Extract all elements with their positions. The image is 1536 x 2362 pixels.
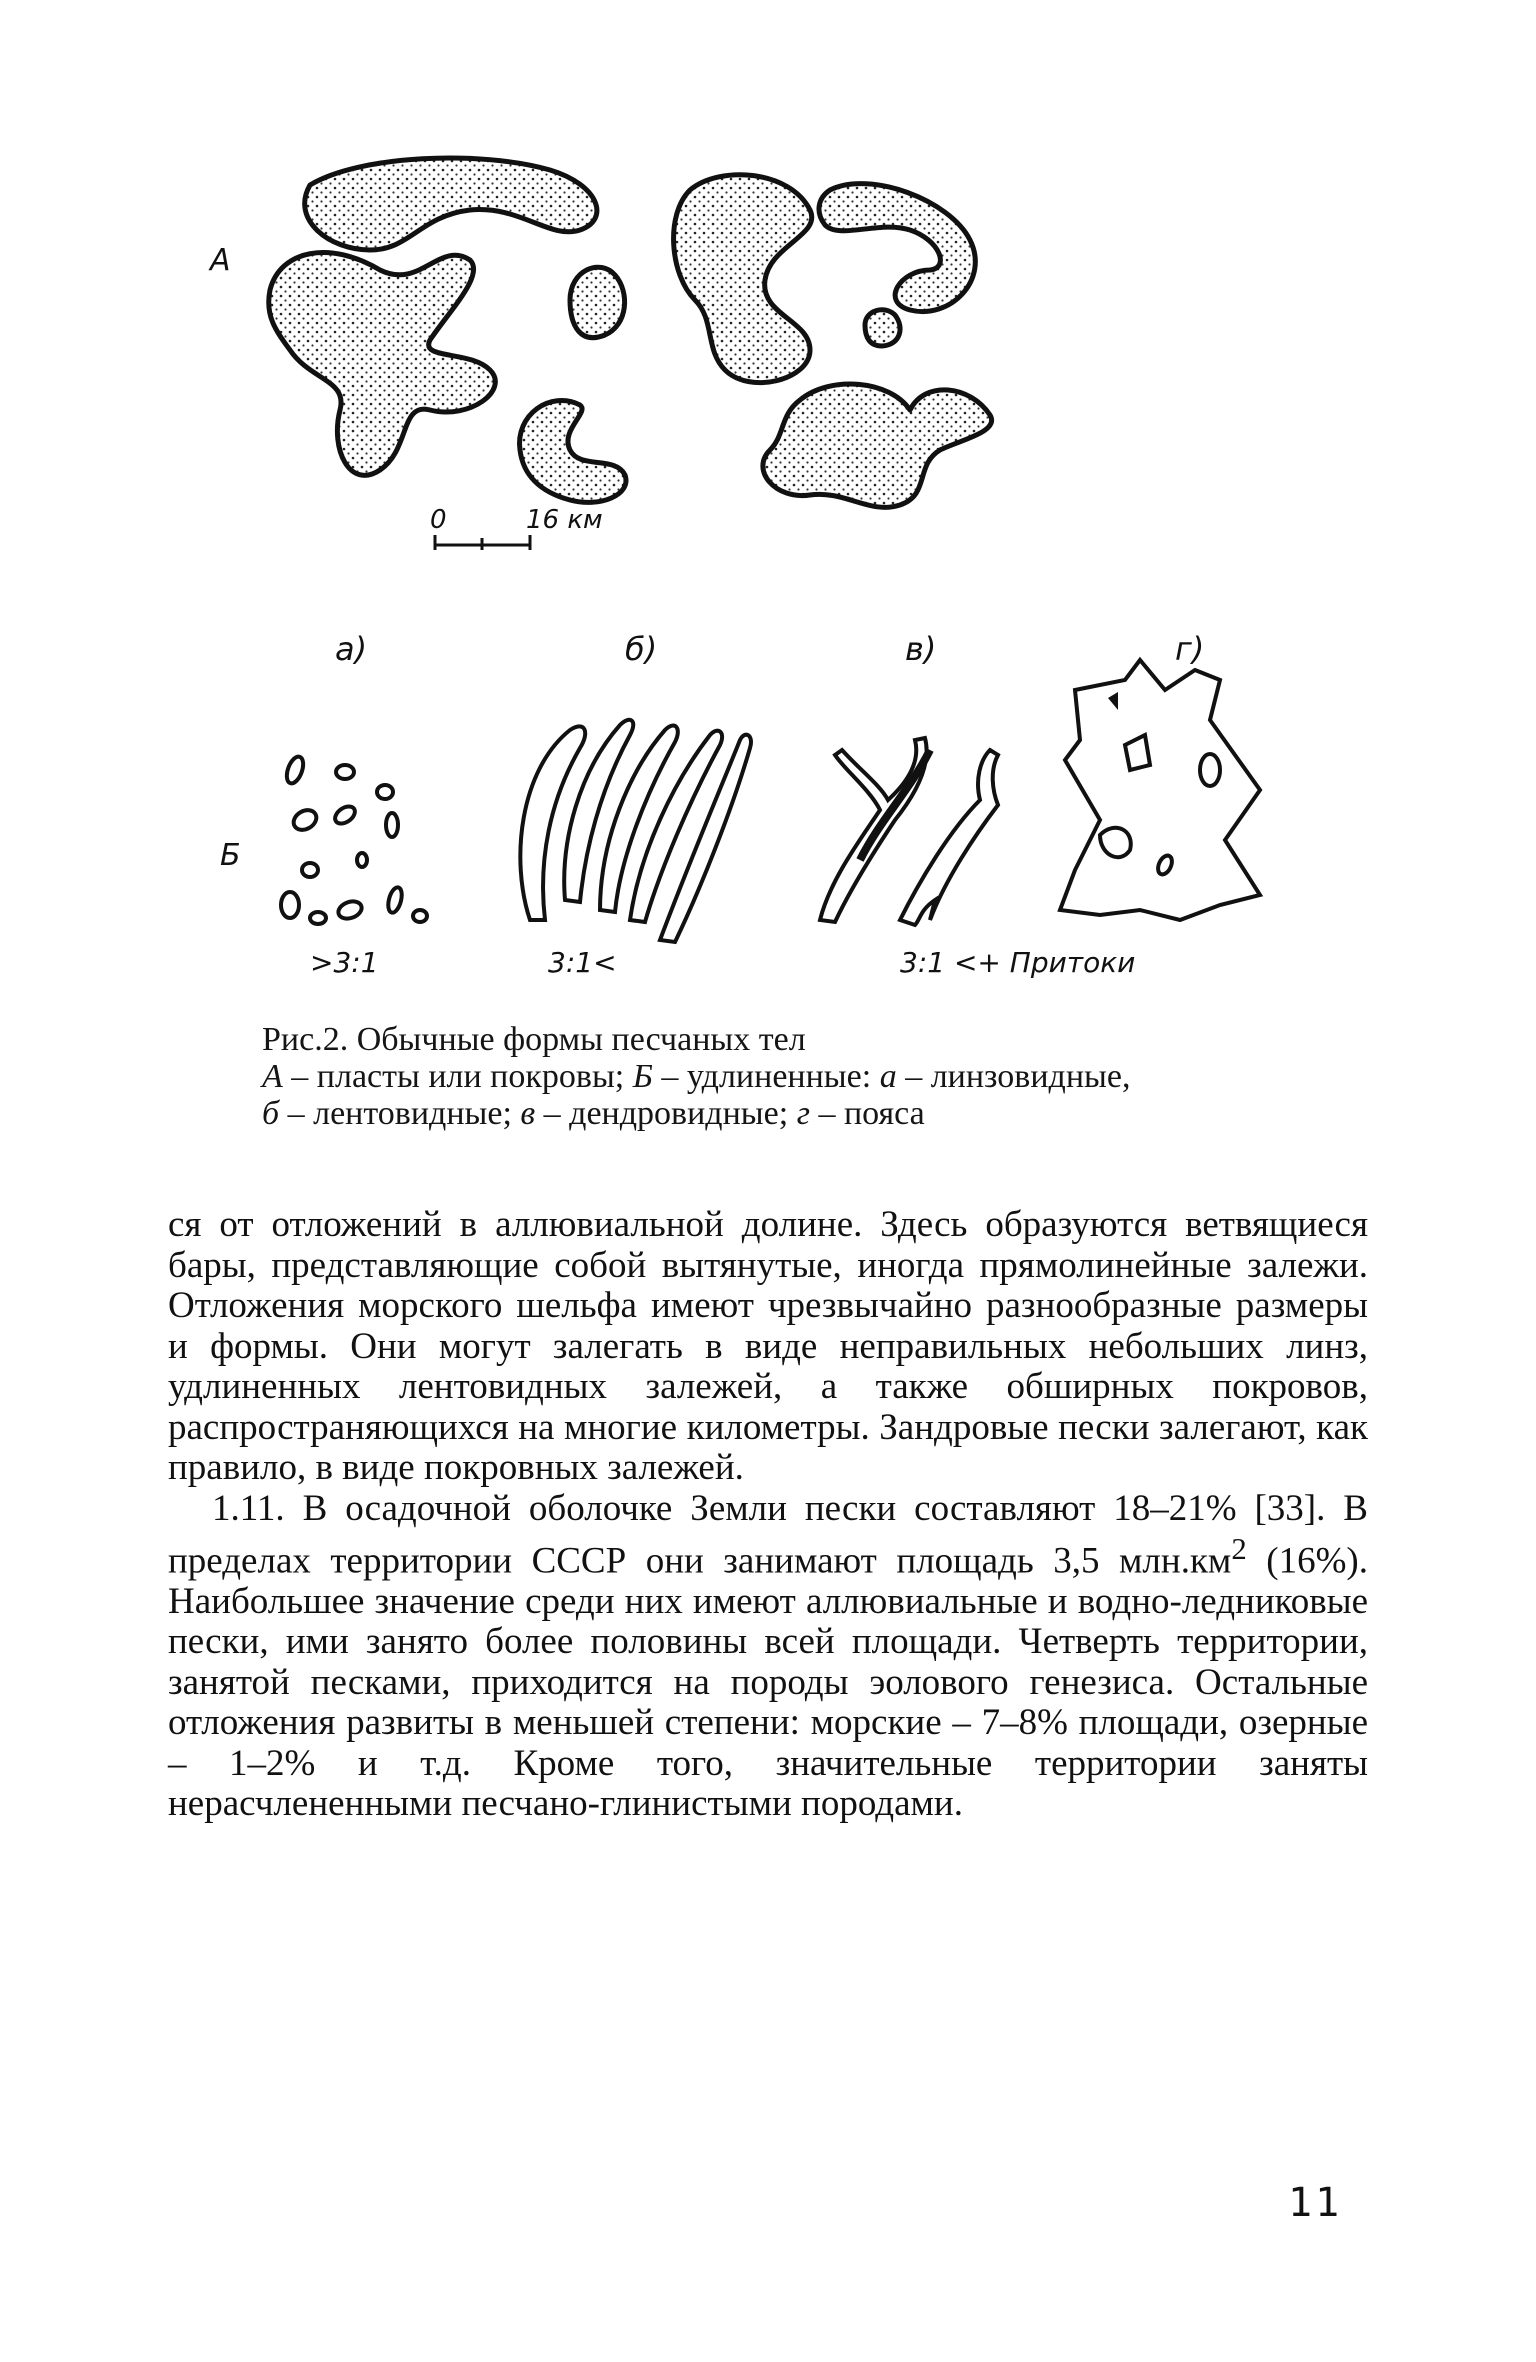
caption-key-belt: г: [796, 1095, 810, 1132]
figure-caption-line2: [262, 1059, 1382, 1095]
figure-elongated-bodies: [220, 620, 1300, 990]
figure-caption-title: Рис.2. Обычные формы песчаных тел: [262, 1021, 806, 1058]
caption-key-a: А: [262, 1058, 283, 1095]
ratio-b: 3:1<: [548, 946, 617, 979]
paragraph-2-sup: 2: [1231, 1532, 1247, 1566]
caption-key-dendroid: в: [520, 1095, 536, 1132]
page-number: 11: [1288, 2180, 1343, 2226]
figure-caption-line3: [262, 1096, 1382, 1132]
scale-end: 16 км: [526, 505, 603, 535]
caption-desc-dendroid: – дендровидные;: [535, 1095, 797, 1132]
row-label-b: Б: [220, 838, 241, 873]
dendroid-shapes: [820, 738, 998, 925]
sand-body-8: [763, 384, 992, 507]
belt-dark-spot: [1108, 692, 1118, 710]
paragraph-1: ся от отложений в аллювиальной долине. Здесь образуются ветвящиеся бары, представляющие собой вытянутые, иногда прямолинейные залежи. Отложения морского шельфа имеют чрезвычайно разнообразные размеры и формы. Они могут залегать в виде неправильных небольших линз, удлиненных лентовидных залежей, а также обширных покровов, распространяющихся на многие километры. Зандровые пески залегают, как правило, в виде покровных залежей.: [168, 1204, 1368, 1488]
sand-body-1: [305, 158, 597, 250]
paragraph-2-end: (16%). Наибольшее значение среди них имеют аллювиальные и водно-ледниковые пески, ими занято более половины всей площади. Четверть территории, занятой песками, приходится на породы эолового генезиса. Остальные отложения развиты в меньшей степени: морские – 7–8% площади, озерные – 1–2% и т.д. Кроме того, значительные территории заняты нерасчлененными песчано-глинистыми породами.: [168, 1540, 1368, 1825]
belt-shape: [1060, 660, 1260, 920]
sand-body-4: [520, 401, 626, 503]
sand-body-3: [570, 267, 625, 337]
caption-key-b: Б: [632, 1058, 653, 1095]
caption-desc-a: – пласты или покровы;: [282, 1058, 633, 1095]
caption-desc-lens: – линзовидные,: [896, 1058, 1131, 1095]
lens-shapes: [281, 754, 427, 924]
sand-body-2: [269, 253, 496, 476]
ratio-v: 3:1 <+ Притоки: [900, 946, 1136, 979]
sub-label-a: а): [335, 630, 368, 668]
sand-body-5: [674, 175, 812, 383]
caption-desc-ribbon: – лентовидные;: [279, 1095, 521, 1132]
paragraph-2: [168, 1489, 1368, 1825]
caption-key-ribbon: б: [262, 1095, 280, 1132]
body-text: [168, 1205, 1368, 1825]
paragraph-2-start: 1.11. В осадочной оболочке Земли пески составляют 18–21% [33]. В пределах территории СССР они занимают площадь 3,5 млн.км: [168, 1487, 1368, 1582]
figure-sand-sheets: [210, 150, 1130, 590]
caption-desc-belt: – пояса: [809, 1095, 925, 1132]
scale-bar: [435, 535, 530, 550]
sand-body-6: [819, 184, 975, 312]
sub-label-b: б): [625, 630, 658, 668]
label-a: А: [210, 243, 231, 278]
sub-label-v: в): [905, 630, 937, 668]
caption-desc-b: – удлиненные:: [652, 1058, 880, 1095]
ribbon-shapes: [520, 720, 751, 942]
sand-body-7: [865, 310, 900, 346]
scale-zero: 0: [430, 505, 447, 535]
ratio-a: >3:1: [310, 946, 379, 979]
caption-key-lens: а: [879, 1058, 897, 1095]
sub-label-g: г): [1175, 630, 1205, 668]
